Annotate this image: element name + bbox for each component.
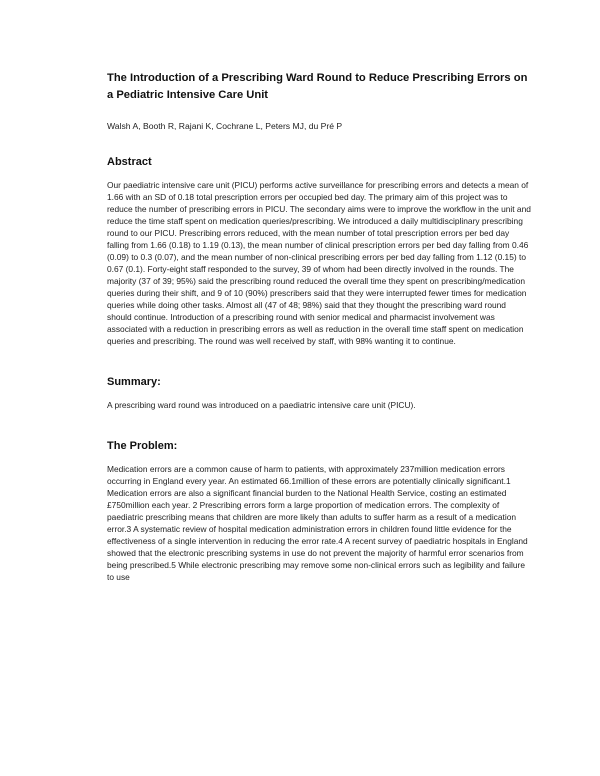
paper-title: The Introduction of a Prescribing Ward Round to Reduce Prescribing Errors on a Pediatric Intensive Care Unit (107, 72, 528, 101)
author-list: Walsh A, Booth R, Rajani K, Cochrane L, Peters MJ, du Pré P (107, 121, 343, 131)
problem-text: Medication errors are a common cause of harm to patients, with approximately 237million medication errors occurring in England every year. An estimated 66.1million of these errors are potentially clinically significant.1 Medication errors are also a significant financial burden to the National Health Service, costing an estimated £750million each year. 2 Prescribing errors form a large proportion of medication errors. The complexity of paediatric prescribing means that children are more likely than adults to suffer harm as a result of a medication error.3 A systematic review of hospital medication administration errors in children found little evidence for the effectiveness of a single intervention in reducing the error rate.4 A recent survey of paediatric hospitals in England showed that the electronic prescribing systems in use do not prevent the majority of harmful error scenarios from being prescribed.5 While electronic prescribing may remove some non-clinical errors such as legibility and failure to use (107, 464, 528, 582)
problem-heading: The Problem: (107, 440, 178, 452)
summary-heading: Summary: (107, 376, 161, 388)
abstract-heading: Abstract (107, 156, 152, 168)
document-page (107, 70, 531, 583)
abstract-text: Our paediatric intensive care unit (PICU) performs active surveillance for prescribing errors and detects a mean of 1.66 with an SD of 0.18 total prescription errors per occupied bed day. The primary aim of this project was to reduce the number of prescribing errors in PICU. The secondary aims were to improve the workflow in the unit and reduce the time staff spent on medication queries/prescribing. We introduced a daily multidisciplinary prescribing round to our PICU. Prescribing errors reduced, with the mean number of total prescription errors per bed day falling from 1.66 (0.18) to 1.19 (0.13), the mean number of clinical prescription errors per bed day falling from 0.46 (0.09) to 0.3 (0.07), and the mean number of non-clinical prescribing errors per bed day falling from 1.12 (0.15) to 0.67 (0.1). Forty-eight staff responded to the survey, 39 of whom had been directly involved in the rounds. The majority (37 of 39; 95%) said the prescribing round reduced the overall time they spent on prescribing/medication queries during their shift, and 9 of 10 (90%) prescribers said that they were interrupted fewer times for medication queries while doing other tasks. Almost all (47 of 48; 98%) said that they thought the prescribing ward round should continue. Introduction of a prescribing round with senior medical and pharmacist involvement was associated with a reduction in prescribing errors as well as reduction in the overall time staff spent on medication queries and prescribing. The round was well received by staff, with 98% wanting it to continue. (107, 180, 531, 346)
summary-text: A prescribing ward round was introduced on a paediatric intensive care unit (PICU). (107, 400, 416, 410)
